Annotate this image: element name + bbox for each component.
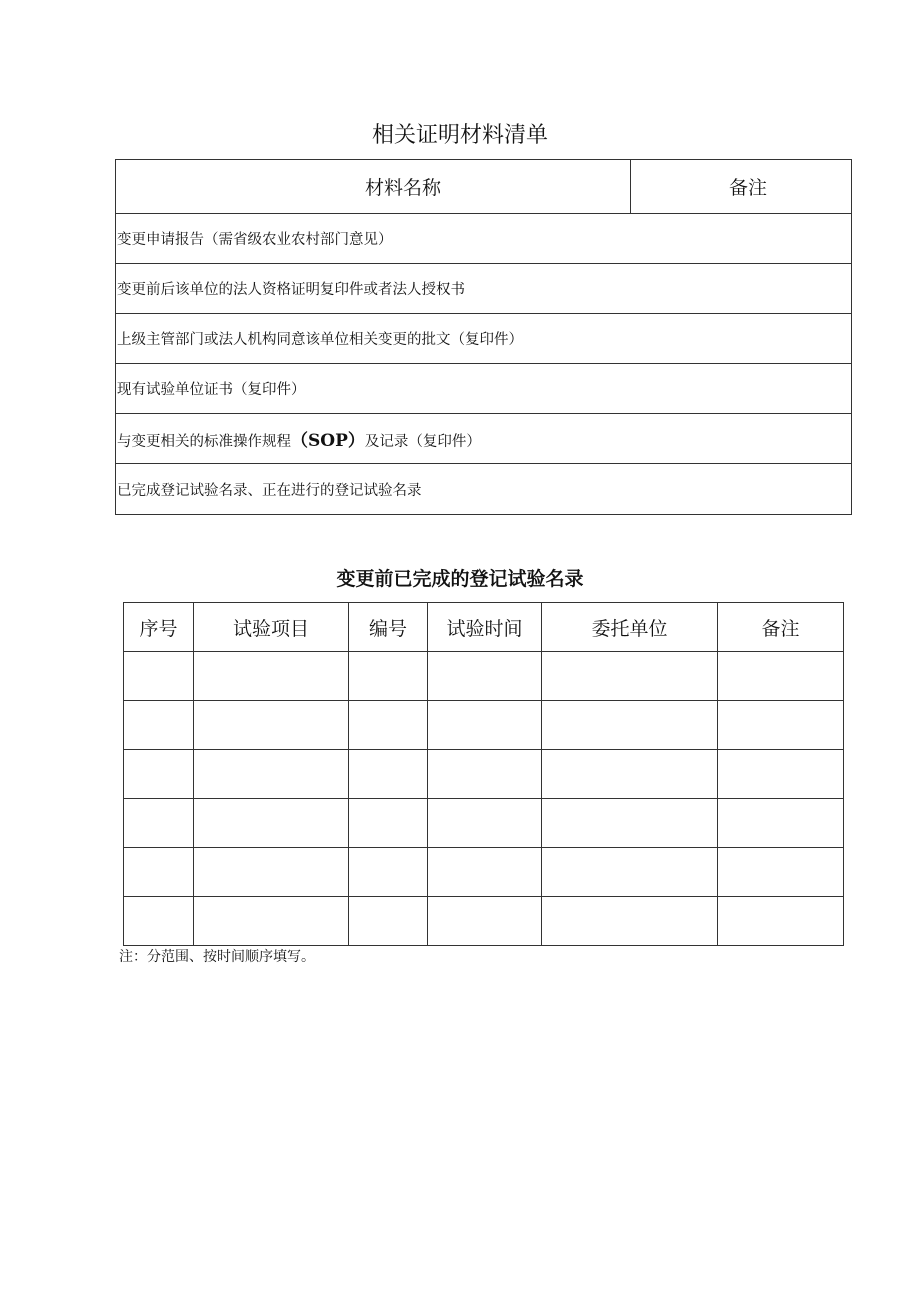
material-item: 已完成登记试验名录、正在进行的登记试验名录: [116, 464, 852, 515]
table-cell[interactable]: [124, 652, 194, 701]
records-header-row: [124, 603, 844, 652]
table-row: [124, 897, 844, 946]
table-cell[interactable]: [428, 652, 542, 701]
table-cell[interactable]: [349, 848, 428, 897]
material-row: [116, 414, 852, 464]
table-cell[interactable]: [124, 701, 194, 750]
table-row: [124, 701, 844, 750]
table-row: [124, 848, 844, 897]
material-row: [116, 464, 852, 515]
table-cell[interactable]: [194, 652, 349, 701]
material-row: [116, 264, 852, 314]
table-cell[interactable]: [542, 750, 718, 799]
material-item: 变更申请报告（需省级农业农村部门意见）: [116, 214, 852, 264]
table-cell[interactable]: [349, 799, 428, 848]
materials-table: [115, 159, 852, 515]
table-cell[interactable]: [542, 799, 718, 848]
table-cell[interactable]: [194, 701, 349, 750]
header-trial-time: 试验时间: [428, 603, 542, 652]
table-cell[interactable]: [428, 750, 542, 799]
table-cell[interactable]: [428, 799, 542, 848]
material-item: 上级主管部门或法人机构同意该单位相关变更的批文（复印件）: [116, 314, 852, 364]
table-cell[interactable]: [718, 652, 844, 701]
table-cell[interactable]: [718, 701, 844, 750]
table-cell[interactable]: [194, 848, 349, 897]
header-remarks: 备注: [718, 603, 844, 652]
table-cell[interactable]: [349, 652, 428, 701]
material-item: 现有试验单位证书（复印件）: [116, 364, 852, 414]
table-row: [124, 652, 844, 701]
table-cell[interactable]: [349, 701, 428, 750]
material-row: [116, 364, 852, 414]
table-cell[interactable]: [194, 799, 349, 848]
table-cell[interactable]: [542, 848, 718, 897]
table-cell[interactable]: [718, 750, 844, 799]
header-client-unit: 委托单位: [542, 603, 718, 652]
table-row: [124, 750, 844, 799]
records-table: [123, 602, 844, 946]
table-cell[interactable]: [542, 897, 718, 946]
table-cell[interactable]: [718, 848, 844, 897]
table-cell[interactable]: [124, 848, 194, 897]
table-cell[interactable]: [718, 799, 844, 848]
material-row: [116, 214, 852, 264]
material-note-header: 备注: [631, 160, 852, 214]
header-code: 编号: [349, 603, 428, 652]
material-item: 与变更相关的标准操作规程（SOP）及记录（复印件）: [116, 414, 852, 464]
material-name-header: 材料名称: [116, 160, 631, 214]
sop-label: （SOP）: [291, 431, 365, 451]
table-cell[interactable]: [194, 750, 349, 799]
material-row: [116, 314, 852, 364]
table-cell[interactable]: [124, 750, 194, 799]
table-cell[interactable]: [124, 799, 194, 848]
materials-header-row: [116, 160, 852, 214]
material-item: 变更前后该单位的法人资格证明复印件或者法人授权书: [116, 264, 852, 314]
table-cell[interactable]: [428, 848, 542, 897]
table-cell[interactable]: [542, 701, 718, 750]
table-cell[interactable]: [718, 897, 844, 946]
materials-list-title: 相关证明材料清单: [371, 123, 548, 148]
table-cell[interactable]: [349, 750, 428, 799]
table-cell[interactable]: [542, 652, 718, 701]
header-serial-number: 序号: [124, 603, 194, 652]
table-cell[interactable]: [428, 701, 542, 750]
table-cell[interactable]: [428, 897, 542, 946]
header-trial-item: 试验项目: [194, 603, 349, 652]
records-title: 变更前已完成的登记试验名录: [336, 568, 584, 590]
table-cell[interactable]: [124, 897, 194, 946]
table-cell[interactable]: [349, 897, 428, 946]
footnote: 注：分范围、按时间顺序填写。: [119, 949, 315, 965]
table-row: [124, 799, 844, 848]
table-cell[interactable]: [194, 897, 349, 946]
